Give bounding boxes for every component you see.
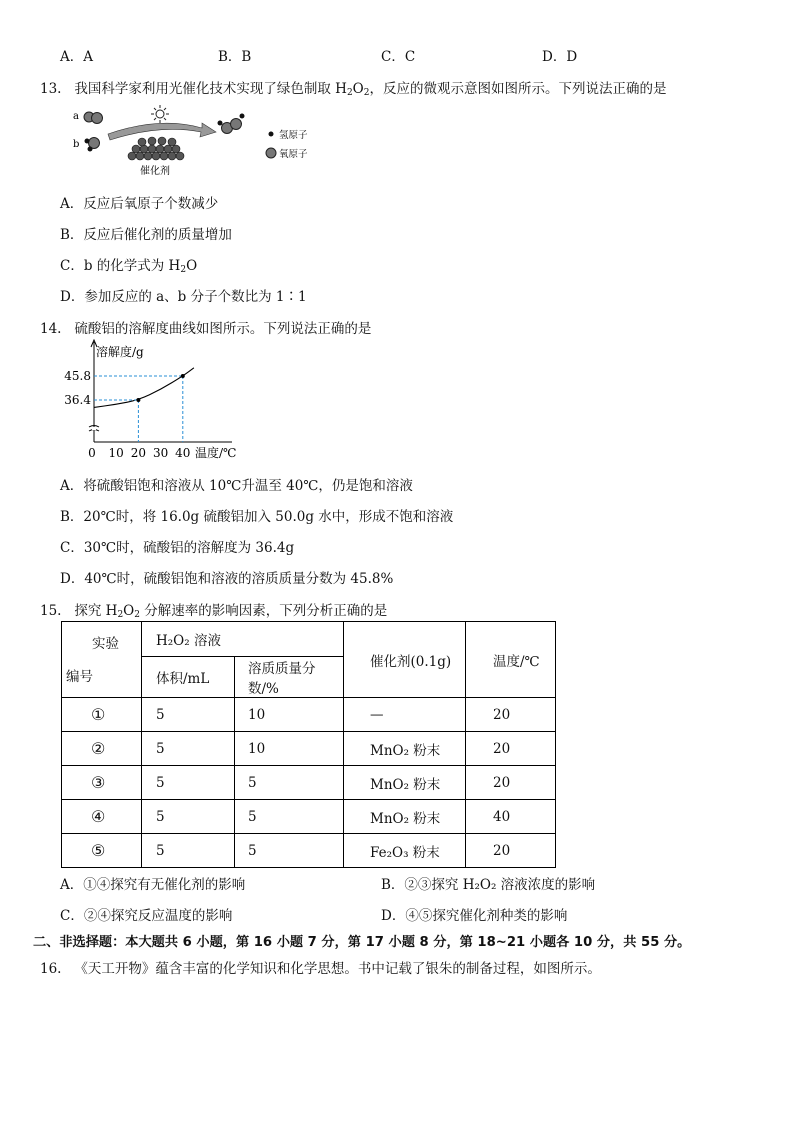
solubility-chart <box>64 338 254 464</box>
cell-temperature: 20 <box>466 766 556 800</box>
table-row <box>62 766 556 800</box>
table-header-row-1 <box>62 622 556 657</box>
q16-stem <box>40 957 601 977</box>
q13-option-d: D．参加反应的 a、b 分子个数比为 1∶1 <box>60 289 307 305</box>
cell-temperature: 20 <box>466 732 556 766</box>
cell-catalyst: — <box>344 698 466 732</box>
catalyst-pile <box>128 137 184 160</box>
cell-experiment-id: ④ <box>62 800 142 834</box>
molecule-a-o2 <box>84 112 103 124</box>
oxygen-atom-legend-icon <box>266 148 276 158</box>
q13-number: 13. <box>40 81 62 97</box>
legend-oxygen-label: 氧原子 <box>279 149 308 160</box>
x-axis-label: 温度/℃ <box>195 446 237 460</box>
molecule-a-label: a <box>73 111 79 122</box>
q14-option-c: C．30℃时，硫酸铝的溶解度为 36.4g <box>60 540 295 556</box>
header-temperature: 温度/℃ <box>466 622 556 698</box>
hydrogen-atom-legend-icon <box>269 132 274 137</box>
experiment-table <box>61 621 556 868</box>
x-tick-label: 30 <box>152 446 169 460</box>
header-solution: H₂O₂ 溶液 <box>142 622 344 657</box>
q15-option-d: D．④⑤探究催化剂种类的影响 <box>381 908 568 924</box>
table-row <box>62 698 556 732</box>
q13-option-b: B．反应后催化剂的质量增加 <box>60 227 232 243</box>
cell-experiment-id: ② <box>62 732 142 766</box>
cell-temperature: 40 <box>466 800 556 834</box>
q15-option-c: C．②④探究反应温度的影响 <box>60 908 233 924</box>
molecule-b-label: b <box>73 139 80 150</box>
q12-option-a: A．A <box>60 49 93 65</box>
q13-option-c: C．b 的化学式为 $H_2O$ <box>60 258 198 275</box>
cell-catalyst: MnO₂ 粉末 <box>344 732 466 766</box>
y-axis-label: 溶解度/g <box>96 345 144 359</box>
q14-option-a: A．将硫酸铝饱和溶液从 10℃升温至 40℃，仍是饱和溶液 <box>60 478 413 494</box>
q14-number: 14. <box>40 321 62 337</box>
x-tick-label: 20 <box>130 446 147 460</box>
q12-option-c: C．C <box>381 49 416 65</box>
cell-experiment-id: ① <box>62 698 142 732</box>
cell-experiment-id: ⑤ <box>62 834 142 868</box>
q13-option-a: A．反应后氧原子个数减少 <box>60 196 219 212</box>
q13-stem-text: 我国科学家利用光催化技术实现了绿色制取 $H_2O_2$，反应的微观示意图如图所示。下列说法正确的是 <box>74 81 667 98</box>
cell-volume: 5 <box>142 698 235 732</box>
cell-catalyst: MnO₂ 粉末 <box>344 800 466 834</box>
cell-catalyst: Fe₂O₃ 粉末 <box>344 834 466 868</box>
cell-concentration: 10 <box>235 732 344 766</box>
cell-volume: 5 <box>142 766 235 800</box>
y-tick-label: 45.8 <box>64 369 91 383</box>
q12-option-d: D．D <box>542 49 578 65</box>
cell-volume: 5 <box>142 834 235 868</box>
y-tick-label: 36.4 <box>64 393 91 407</box>
x-tick-label: 0 <box>88 446 96 460</box>
header-experiment-number: 实验 编号 <box>62 622 142 698</box>
table-row <box>62 732 556 766</box>
cell-temperature: 20 <box>466 698 556 732</box>
section-2-heading: 二、非选择题：本大题共 6 小题，第 16 小题 7 分，第 17 小题 8 分，第 18~21 小题各 10 分，共 55 分。 <box>33 935 691 950</box>
q14-stem <box>40 317 371 337</box>
table-row <box>62 800 556 834</box>
table-row <box>62 834 556 868</box>
q14-option-d: D．40℃时，硫酸铝饱和溶液的溶质质量分数为 45.8% <box>60 571 394 587</box>
cell-concentration: 5 <box>235 800 344 834</box>
q15-number: 15. <box>40 603 62 619</box>
cell-concentration: 10 <box>235 698 344 732</box>
q13-stem <box>40 77 666 97</box>
q13-reaction-diagram <box>70 104 308 178</box>
cell-volume: 5 <box>142 732 235 766</box>
solubility-curve <box>94 368 194 408</box>
cell-catalyst: MnO₂ 粉末 <box>344 766 466 800</box>
q16-stem-text: 《天工开物》蕴含丰富的化学知识和化学思想。书中记载了银朱的制备过程，如图所示。 <box>74 961 601 977</box>
sun-icon <box>151 105 169 123</box>
cell-concentration: 5 <box>235 766 344 800</box>
q15-option-a: A．①④探究有无催化剂的影响 <box>60 877 246 893</box>
x-tick-label: 10 <box>108 446 124 460</box>
product-h2o2 <box>218 114 245 134</box>
data-point <box>136 398 140 402</box>
q15-stem <box>40 599 387 619</box>
x-tick-label: 40 <box>175 446 191 460</box>
header-catalyst: 催化剂(0.1g) <box>344 622 466 698</box>
data-point <box>181 374 185 378</box>
q14-stem-text: 硫酸铝的溶解度曲线如图所示。下列说法正确的是 <box>74 321 372 337</box>
header-concentration: 溶质质量分数/% <box>235 657 344 698</box>
q15-option-b: B．②③探究 H₂O₂ 溶液浓度的影响 <box>381 877 596 893</box>
molecule-b-h2o <box>85 138 100 152</box>
q16-number: 16. <box>40 961 62 977</box>
cell-temperature: 20 <box>466 834 556 868</box>
cell-volume: 5 <box>142 800 235 834</box>
cell-concentration: 5 <box>235 834 344 868</box>
q15-stem-text: 探究 $H_2O_2$ 分解速率的影响因素，下列分析正确的是 <box>74 603 388 620</box>
q12-option-b: B．B <box>218 49 252 65</box>
legend-hydrogen-label: 氢原子 <box>279 130 308 141</box>
catalyst-label: 催化剂 <box>140 166 170 177</box>
q14-option-b: B．20℃时，将 16.0g 硫酸铝加入 50.0g 水中，形成不饱和溶液 <box>60 509 454 525</box>
cell-experiment-id: ③ <box>62 766 142 800</box>
header-volume: 体积/mL <box>142 657 235 698</box>
